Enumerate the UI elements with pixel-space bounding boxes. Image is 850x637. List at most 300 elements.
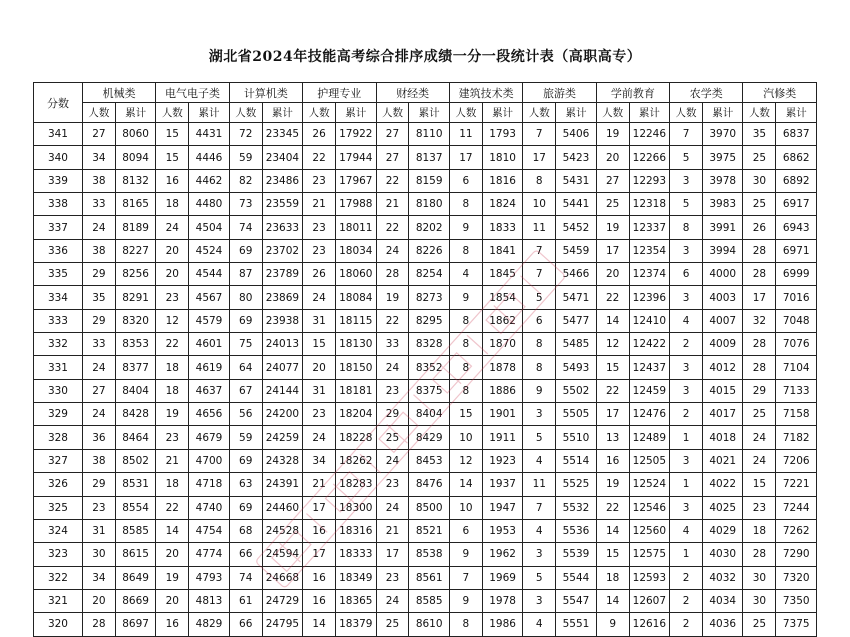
count-cell: 23 (82, 496, 115, 519)
count-cell: 28 (743, 356, 776, 379)
cumulative-cell: 6971 (776, 239, 817, 262)
table-body (34, 123, 817, 637)
cumulative-cell: 5514 (556, 449, 596, 472)
cumulative-cell: 23404 (262, 146, 302, 169)
count-cell: 1 (670, 543, 703, 566)
cumulative-cell: 17922 (336, 123, 376, 146)
count-cell: 24 (156, 216, 189, 239)
count-cell: 16 (596, 449, 629, 472)
count-cell: 8 (670, 216, 703, 239)
cumulative-cell: 8202 (409, 216, 449, 239)
cumulative-cell: 4480 (189, 193, 229, 216)
table-row (34, 589, 817, 612)
score-cell: 326 (34, 473, 83, 496)
count-cell: 23 (743, 496, 776, 519)
score-distribution-table-container (33, 82, 817, 637)
count-cell: 16 (156, 169, 189, 192)
count-cell: 23 (303, 239, 336, 262)
score-cell: 333 (34, 309, 83, 332)
cumulative-cell: 1833 (482, 216, 522, 239)
cumulative-cell: 8060 (115, 123, 155, 146)
count-cell: 20 (156, 589, 189, 612)
count-header: 人数 (303, 103, 336, 123)
count-cell: 25 (596, 193, 629, 216)
cumulative-cell: 4718 (189, 473, 229, 496)
cumulative-cell: 8180 (409, 193, 449, 216)
cumulative-cell: 7182 (776, 426, 817, 449)
cumulative-cell: 7262 (776, 519, 817, 542)
count-cell: 34 (82, 566, 115, 589)
count-cell: 15 (303, 333, 336, 356)
cumulative-cell: 7016 (776, 286, 817, 309)
count-cell: 31 (303, 379, 336, 402)
cumulative-cell: 24729 (262, 589, 302, 612)
cumulative-cell: 4504 (189, 216, 229, 239)
cumulative-cell: 4740 (189, 496, 229, 519)
count-header: 人数 (156, 103, 189, 123)
cumulative-cell: 7320 (776, 566, 817, 589)
cumulative-cell: 5505 (556, 403, 596, 426)
count-cell: 19 (376, 286, 409, 309)
category-header: 汽修类 (743, 83, 817, 103)
cumulative-cell: 3978 (703, 169, 743, 192)
cumulative-cell: 5485 (556, 333, 596, 356)
table-row (34, 123, 817, 146)
count-cell: 38 (82, 239, 115, 262)
cumulative-cell: 8137 (409, 146, 449, 169)
count-cell: 5 (670, 193, 703, 216)
count-cell: 3 (670, 356, 703, 379)
count-cell: 74 (229, 566, 262, 589)
count-cell: 15 (743, 473, 776, 496)
score-cell: 331 (34, 356, 83, 379)
table-row (34, 193, 817, 216)
count-cell: 5 (523, 566, 556, 589)
cumulative-cell: 18283 (336, 473, 376, 496)
cumulative-cell: 12293 (629, 169, 669, 192)
cumulative-cell: 7290 (776, 543, 817, 566)
count-cell: 23 (376, 379, 409, 402)
cumulative-cell: 18115 (336, 309, 376, 332)
score-cell: 320 (34, 613, 83, 636)
cumulative-cell: 12476 (629, 403, 669, 426)
table-row (34, 473, 817, 496)
count-cell: 74 (229, 216, 262, 239)
count-cell: 2 (670, 333, 703, 356)
count-cell: 17 (523, 146, 556, 169)
cumulative-cell: 1886 (482, 379, 522, 402)
cumulative-cell: 24200 (262, 403, 302, 426)
cumulative-cell: 5544 (556, 566, 596, 589)
cumulative-cell: 1953 (482, 519, 522, 542)
count-cell: 6 (523, 309, 556, 332)
count-cell: 7 (449, 566, 482, 589)
cumulative-cell: 23869 (262, 286, 302, 309)
cumulative-cell: 4656 (189, 403, 229, 426)
count-header: 人数 (229, 103, 262, 123)
cumulative-cell: 18034 (336, 239, 376, 262)
cumulative-cell: 18181 (336, 379, 376, 402)
count-cell: 29 (82, 473, 115, 496)
cumulative-cell: 18130 (336, 333, 376, 356)
cumulative-cell: 4003 (703, 286, 743, 309)
cumulative-cell: 12505 (629, 449, 669, 472)
count-cell: 27 (596, 169, 629, 192)
count-cell: 80 (229, 286, 262, 309)
count-cell: 3 (670, 379, 703, 402)
cumulative-cell: 4637 (189, 379, 229, 402)
cumulative-cell: 18228 (336, 426, 376, 449)
count-cell: 19 (156, 566, 189, 589)
cumulative-cell: 8538 (409, 543, 449, 566)
table-row (34, 169, 817, 192)
count-cell: 22 (376, 216, 409, 239)
cumulative-cell: 5525 (556, 473, 596, 496)
cumulative-cell: 5441 (556, 193, 596, 216)
cumulative-cell: 3991 (703, 216, 743, 239)
count-cell: 19 (596, 216, 629, 239)
table-row (34, 519, 817, 542)
cumulative-cell: 23789 (262, 263, 302, 286)
cumulative-cell: 1878 (482, 356, 522, 379)
count-cell: 15 (156, 146, 189, 169)
count-cell: 2 (670, 613, 703, 636)
table-row (34, 146, 817, 169)
page-title: 湖北省2024年技能高考综合排序成绩一分一段统计表（高职高专） (208, 49, 642, 65)
count-cell: 3 (670, 496, 703, 519)
count-cell: 30 (743, 589, 776, 612)
cumulative-cell: 4431 (189, 123, 229, 146)
cumulative-cell: 8476 (409, 473, 449, 496)
score-cell: 337 (34, 216, 83, 239)
count-cell: 23 (303, 169, 336, 192)
count-cell: 24 (82, 403, 115, 426)
cumulative-header: 累计 (703, 103, 743, 123)
count-cell: 69 (229, 496, 262, 519)
cumulative-cell: 1870 (482, 333, 522, 356)
count-cell: 8 (449, 193, 482, 216)
count-cell: 22 (156, 496, 189, 519)
cumulative-cell: 8500 (409, 496, 449, 519)
cumulative-cell: 5539 (556, 543, 596, 566)
count-cell: 20 (596, 146, 629, 169)
count-header: 人数 (670, 103, 703, 123)
cumulative-cell: 8295 (409, 309, 449, 332)
score-cell: 324 (34, 519, 83, 542)
count-cell: 18 (156, 379, 189, 402)
cumulative-cell: 4012 (703, 356, 743, 379)
count-cell: 21 (303, 193, 336, 216)
count-cell: 6 (449, 169, 482, 192)
cumulative-cell: 18379 (336, 613, 376, 636)
count-cell: 23 (376, 566, 409, 589)
count-cell: 33 (376, 333, 409, 356)
cumulative-cell: 12560 (629, 519, 669, 542)
cumulative-cell: 1901 (482, 403, 522, 426)
count-header: 人数 (82, 103, 115, 123)
cumulative-cell: 8352 (409, 356, 449, 379)
cumulative-cell: 8404 (115, 379, 155, 402)
cumulative-cell: 4007 (703, 309, 743, 332)
cumulative-cell: 8561 (409, 566, 449, 589)
cumulative-cell: 4813 (189, 589, 229, 612)
cumulative-cell: 4462 (189, 169, 229, 192)
count-cell: 7 (523, 123, 556, 146)
count-cell: 25 (743, 403, 776, 426)
count-cell: 4 (523, 449, 556, 472)
cumulative-cell: 17967 (336, 169, 376, 192)
cumulative-cell: 8429 (409, 426, 449, 449)
cumulative-cell: 4829 (189, 613, 229, 636)
count-cell: 1 (670, 426, 703, 449)
cumulative-cell: 3975 (703, 146, 743, 169)
count-cell: 73 (229, 193, 262, 216)
cumulative-cell: 1841 (482, 239, 522, 262)
category-header: 电气电子类 (156, 83, 229, 103)
cumulative-cell: 7133 (776, 379, 817, 402)
cumulative-cell: 4619 (189, 356, 229, 379)
cumulative-cell: 4601 (189, 333, 229, 356)
score-cell: 338 (34, 193, 83, 216)
category-header: 护理专业 (303, 83, 376, 103)
count-cell: 8 (449, 333, 482, 356)
score-cell: 336 (34, 239, 83, 262)
cumulative-cell: 8165 (115, 193, 155, 216)
score-distribution-table (33, 82, 817, 637)
count-cell: 75 (229, 333, 262, 356)
cumulative-cell: 5431 (556, 169, 596, 192)
cumulative-cell: 23633 (262, 216, 302, 239)
cumulative-cell: 1962 (482, 543, 522, 566)
cumulative-cell: 4022 (703, 473, 743, 496)
cumulative-cell: 1810 (482, 146, 522, 169)
count-cell: 20 (596, 263, 629, 286)
cumulative-cell: 8189 (115, 216, 155, 239)
count-cell: 26 (743, 216, 776, 239)
count-cell: 28 (743, 239, 776, 262)
category-header: 学前教育 (596, 83, 669, 103)
count-cell: 8 (449, 309, 482, 332)
table-row (34, 216, 817, 239)
cumulative-cell: 12354 (629, 239, 669, 262)
count-cell: 69 (229, 309, 262, 332)
score-cell: 340 (34, 146, 83, 169)
cumulative-cell: 8669 (115, 589, 155, 612)
count-cell: 6 (449, 519, 482, 542)
cumulative-cell: 4034 (703, 589, 743, 612)
count-cell: 2 (670, 566, 703, 589)
cumulative-cell: 18204 (336, 403, 376, 426)
count-cell: 21 (156, 449, 189, 472)
cumulative-cell: 8291 (115, 286, 155, 309)
count-cell: 68 (229, 519, 262, 542)
count-cell: 17 (743, 286, 776, 309)
score-cell: 339 (34, 169, 83, 192)
cumulative-cell: 5459 (556, 239, 596, 262)
count-cell: 63 (229, 473, 262, 496)
count-cell: 17 (376, 543, 409, 566)
count-cell: 38 (82, 449, 115, 472)
cumulative-cell: 4446 (189, 146, 229, 169)
cumulative-cell: 24795 (262, 613, 302, 636)
cumulative-cell: 4017 (703, 403, 743, 426)
cumulative-cell: 6862 (776, 146, 817, 169)
count-cell: 69 (229, 239, 262, 262)
cumulative-cell: 1923 (482, 449, 522, 472)
count-cell: 13 (596, 426, 629, 449)
cumulative-cell: 4018 (703, 426, 743, 449)
count-cell: 21 (376, 193, 409, 216)
count-cell: 10 (449, 496, 482, 519)
cumulative-cell: 12318 (629, 193, 669, 216)
cumulative-cell: 5493 (556, 356, 596, 379)
cumulative-header: 累计 (556, 103, 596, 123)
cumulative-cell: 18333 (336, 543, 376, 566)
cumulative-cell: 1986 (482, 613, 522, 636)
count-cell: 20 (156, 263, 189, 286)
cumulative-cell: 5510 (556, 426, 596, 449)
score-cell: 329 (34, 403, 83, 426)
cumulative-cell: 8610 (409, 613, 449, 636)
count-cell: 28 (743, 333, 776, 356)
count-cell: 21 (303, 473, 336, 496)
count-cell: 11 (523, 216, 556, 239)
count-cell: 66 (229, 613, 262, 636)
cumulative-cell: 5532 (556, 496, 596, 519)
count-cell: 28 (743, 543, 776, 566)
count-cell: 25 (743, 146, 776, 169)
count-cell: 16 (303, 519, 336, 542)
count-cell: 15 (596, 543, 629, 566)
count-header: 人数 (523, 103, 556, 123)
score-cell: 321 (34, 589, 83, 612)
cumulative-cell: 4025 (703, 496, 743, 519)
cumulative-cell: 8320 (115, 309, 155, 332)
count-cell: 15 (449, 403, 482, 426)
cumulative-cell: 8404 (409, 403, 449, 426)
count-cell: 10 (449, 426, 482, 449)
count-cell: 27 (82, 379, 115, 402)
count-cell: 22 (156, 333, 189, 356)
count-cell: 23 (303, 403, 336, 426)
count-cell: 3 (523, 589, 556, 612)
table-row (34, 426, 817, 449)
table-row (34, 239, 817, 262)
count-cell: 14 (303, 613, 336, 636)
cumulative-cell: 5536 (556, 519, 596, 542)
count-cell: 25 (376, 613, 409, 636)
cumulative-cell: 18084 (336, 286, 376, 309)
cumulative-cell: 1816 (482, 169, 522, 192)
cumulative-cell: 4015 (703, 379, 743, 402)
cumulative-cell: 24328 (262, 449, 302, 472)
cumulative-cell: 7350 (776, 589, 817, 612)
count-cell: 17 (303, 543, 336, 566)
cumulative-header: 累计 (189, 103, 229, 123)
cumulative-cell: 12575 (629, 543, 669, 566)
cumulative-cell: 12607 (629, 589, 669, 612)
count-cell: 3 (670, 169, 703, 192)
table-row (34, 356, 817, 379)
cumulative-cell: 5423 (556, 146, 596, 169)
count-cell: 87 (229, 263, 262, 286)
count-cell: 59 (229, 146, 262, 169)
cumulative-cell: 12546 (629, 496, 669, 519)
cumulative-header: 累计 (115, 103, 155, 123)
cumulative-cell: 8464 (115, 426, 155, 449)
score-cell: 325 (34, 496, 83, 519)
count-cell: 3 (523, 403, 556, 426)
cumulative-cell: 8227 (115, 239, 155, 262)
score-cell: 335 (34, 263, 83, 286)
count-cell: 69 (229, 449, 262, 472)
cumulative-cell: 4032 (703, 566, 743, 589)
cumulative-cell: 12524 (629, 473, 669, 496)
cumulative-cell: 24144 (262, 379, 302, 402)
count-cell: 3 (523, 543, 556, 566)
cumulative-header: 累计 (482, 103, 522, 123)
score-cell: 334 (34, 286, 83, 309)
cumulative-cell: 5551 (556, 613, 596, 636)
count-cell: 24 (303, 426, 336, 449)
cumulative-header: 累计 (629, 103, 669, 123)
cumulative-cell: 8254 (409, 263, 449, 286)
count-cell: 2 (670, 403, 703, 426)
cumulative-cell: 8256 (115, 263, 155, 286)
cumulative-cell: 24391 (262, 473, 302, 496)
table-row (34, 403, 817, 426)
cumulative-cell: 4030 (703, 543, 743, 566)
count-cell: 24 (82, 356, 115, 379)
cumulative-cell: 5452 (556, 216, 596, 239)
count-cell: 34 (82, 146, 115, 169)
cumulative-cell: 8353 (115, 333, 155, 356)
cumulative-cell: 8226 (409, 239, 449, 262)
count-cell: 8 (449, 356, 482, 379)
count-cell: 26 (303, 123, 336, 146)
cumulative-cell: 1793 (482, 123, 522, 146)
count-cell: 14 (156, 519, 189, 542)
count-cell: 33 (82, 193, 115, 216)
count-cell: 19 (156, 403, 189, 426)
cumulative-cell: 12616 (629, 613, 669, 636)
count-cell: 12 (449, 449, 482, 472)
cumulative-cell: 8649 (115, 566, 155, 589)
category-header: 建筑技术类 (449, 83, 522, 103)
count-cell: 5 (670, 146, 703, 169)
count-cell: 25 (376, 426, 409, 449)
cumulative-cell: 23559 (262, 193, 302, 216)
count-cell: 9 (449, 286, 482, 309)
cumulative-cell: 8110 (409, 123, 449, 146)
count-cell: 12 (596, 333, 629, 356)
count-cell: 8 (449, 379, 482, 402)
count-cell: 24 (743, 426, 776, 449)
count-cell: 8 (523, 169, 556, 192)
count-cell: 31 (82, 519, 115, 542)
count-cell: 17 (596, 403, 629, 426)
count-cell: 29 (82, 263, 115, 286)
cumulative-cell: 5477 (556, 309, 596, 332)
cumulative-cell: 7375 (776, 613, 817, 636)
count-cell: 2 (670, 589, 703, 612)
cumulative-cell: 24528 (262, 519, 302, 542)
count-cell: 72 (229, 123, 262, 146)
count-cell: 32 (743, 309, 776, 332)
count-cell: 28 (82, 613, 115, 636)
count-cell: 35 (743, 123, 776, 146)
count-cell: 17 (449, 146, 482, 169)
